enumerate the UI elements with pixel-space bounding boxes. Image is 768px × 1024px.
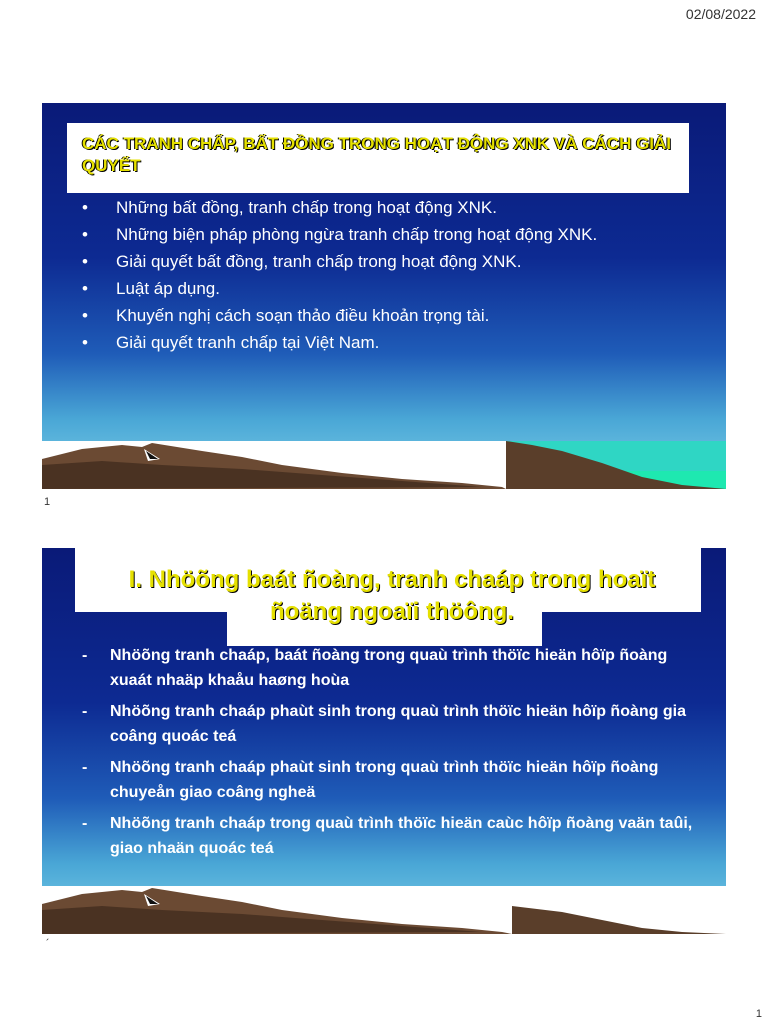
bullet-item: • Những bất đồng, tranh chấp trong hoạt động XNK. [82, 197, 712, 218]
dash-list [82, 643, 712, 867]
page-date: 02/08/2022 [685, 6, 756, 22]
slide-2 [42, 548, 726, 934]
slide-number: 1 [44, 496, 51, 508]
bullet-item: • Những biện pháp phòng ngừa tranh chấp trong hoạt động XNK. [82, 224, 712, 245]
page-number: 1 [755, 1008, 762, 1020]
bullet-item: • Giải quyết bất đồng, tranh chấp trong hoạt động XNK. [82, 251, 712, 272]
slide-title: I. Nhöõng baát ñoàng, tranh chaáp trong hoaït ñoäng ngoaïi thöông. [128, 566, 656, 625]
slide-1 [42, 103, 726, 489]
bullet-list [82, 197, 712, 359]
dash-item: - Nhöõng tranh chaáp trong quaù trình thöïc hieän caùc hôïp ñoàng vaän taûi, giao nhaän quoác teá [82, 811, 712, 861]
bullet-item: • Luật áp dụng. [82, 278, 712, 299]
bullet-item: • Khuyến nghị cách soạn thảo điều khoản trọng tài. [82, 305, 712, 326]
bullet-item: • Giải quyết tranh chấp tại Việt Nam. [82, 332, 712, 353]
slide-title: CÁC TRANH CHẤP, BẤT ĐỒNG TRONG HOẠT ĐỘNG XNK VÀ CÁCH GIẢI QUYẾT [82, 134, 672, 175]
dash-item: - Nhöõng tranh chaáp, baát ñoàng trong quaù trình thöïc hieän hôïp ñoàng xuaát nhaäp khaåu haøng hoùa [82, 643, 712, 693]
mountain-scenery [42, 886, 726, 934]
mountain-scenery [42, 441, 726, 489]
dash-item: - Nhöõng tranh chaáp phaùt sinh trong quaù trình thöïc hieän hôïp ñoàng gia coâng quoác teá [82, 699, 712, 749]
dash-item: - Nhöõng tranh chaáp phaùt sinh trong quaù trình thöïc hieän hôïp ñoàng chuyeån giao coâng ngheä [82, 755, 712, 805]
slide-number: ´ [46, 938, 50, 950]
